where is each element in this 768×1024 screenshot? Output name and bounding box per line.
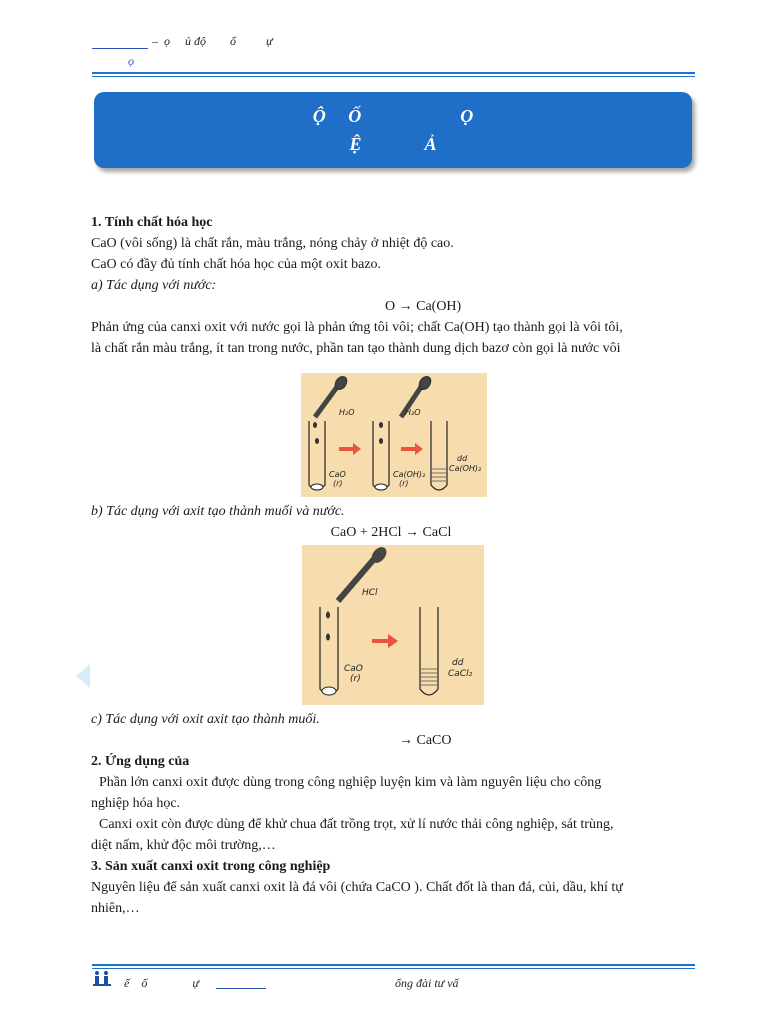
figure-1-drawing	[301, 373, 487, 497]
footer-logo-icon	[92, 970, 112, 986]
equation-c: → CaCO	[399, 733, 452, 748]
fig1-label-h2o-2: H₂O	[405, 408, 421, 417]
equation-a: O → Ca(OH)	[385, 299, 462, 314]
fig2-label-cao: CaO	[344, 664, 363, 674]
paragraph: diệt nấm, khử độc môi trường,…	[91, 838, 276, 853]
fig2-label-r: (r)	[350, 674, 361, 684]
figure-cao-water	[301, 373, 487, 497]
fig1-label-dd: dd	[457, 454, 468, 463]
section-1-title: 1. Tính chất hóa học	[91, 215, 213, 230]
figure-2-drawing	[302, 545, 484, 705]
header-subtext: ọ	[128, 54, 134, 68]
document-body	[91, 212, 691, 919]
footer-text: ế ố ự	[124, 976, 199, 990]
header-text: – ọ ủ độ ổ ự	[152, 34, 273, 48]
fig1-label-h2o-1: H₂O	[339, 408, 355, 417]
fig2-label-dd: dd	[452, 658, 464, 668]
footer-rule-thick	[92, 964, 695, 966]
fig2-label-cacl2: CaCl₂	[448, 669, 473, 679]
banner-subtitle: Ệ Ả	[349, 134, 437, 154]
subsection-a-title: a) Tác dụng với nước:	[91, 278, 217, 293]
paragraph: là chất rắn màu trắng, ít tan trong nước, phần tan tạo thành dung dịch bazơ còn gọi là nước vôi	[91, 341, 621, 356]
section-2-title: 2. Ứng dụng của	[91, 754, 190, 769]
paragraph: nghiệp hóa học.	[91, 796, 181, 811]
title-banner	[94, 92, 692, 168]
paragraph: Phần lớn canxi oxit được dùng trong công nghiệp luyện kim và làm nguyên liệu cho công	[99, 775, 602, 790]
header-rule-thick	[92, 72, 695, 74]
paragraph: Nguyên liệu để sản xuất canxi oxit là đá vôi (chứa CaCO ). Chất đốt là than đá, củi, dầu, khí tự	[91, 880, 623, 895]
fig1-label-caoh2: Ca(OH)₂	[393, 470, 426, 479]
subsection-c-title: c) Tác dụng với oxit axit tạo thành muối.	[91, 712, 320, 727]
fig1-label-dd-caoh2: Ca(OH)₂	[449, 464, 482, 473]
banner-title: Ộ Ố Ọ	[312, 106, 474, 126]
subsection-b-title: b) Tác dụng với axit tạo thành muối và nước.	[91, 504, 345, 519]
header-rule-thin	[92, 76, 695, 77]
fig1-label-r1: (r)	[333, 479, 343, 488]
fig2-label-hcl: HCl	[362, 588, 378, 598]
paragraph: Canxi oxit còn được dùng để khử chua đất trồng trọt, xử lí nước thải công nghiệp, sát trùng,	[99, 817, 614, 832]
section-3-title: 3. Sản xuất canxi oxit trong công nghiệp	[91, 859, 331, 874]
paragraph: Phản ứng của canxi oxit với nước gọi là phản ứng tôi vôi; chất Ca(OH) tạo thành gọi là vôi tôi,	[91, 320, 623, 335]
footer-link[interactable]	[216, 976, 266, 989]
equation-b: CaO + 2HCl → CaCl	[330, 525, 452, 540]
figure-cao-hcl	[302, 545, 484, 705]
paragraph: CaO có đầy đủ tính chất hóa học của một oxit bazo.	[91, 257, 382, 272]
fig1-label-cao: CaO	[329, 470, 346, 479]
side-arrow-icon[interactable]	[76, 664, 90, 688]
fig1-label-r2: (r)	[399, 479, 409, 488]
paragraph: CaO (vôi sống) là chất rắn, màu trắng, nóng chảy ở nhiệt độ cao.	[91, 236, 454, 251]
footer-rule-thin	[92, 968, 695, 969]
paragraph: nhiên,…	[91, 901, 140, 916]
header-link[interactable]	[92, 36, 148, 49]
footer-hotline-text: ống đài tư vấ	[395, 976, 459, 990]
